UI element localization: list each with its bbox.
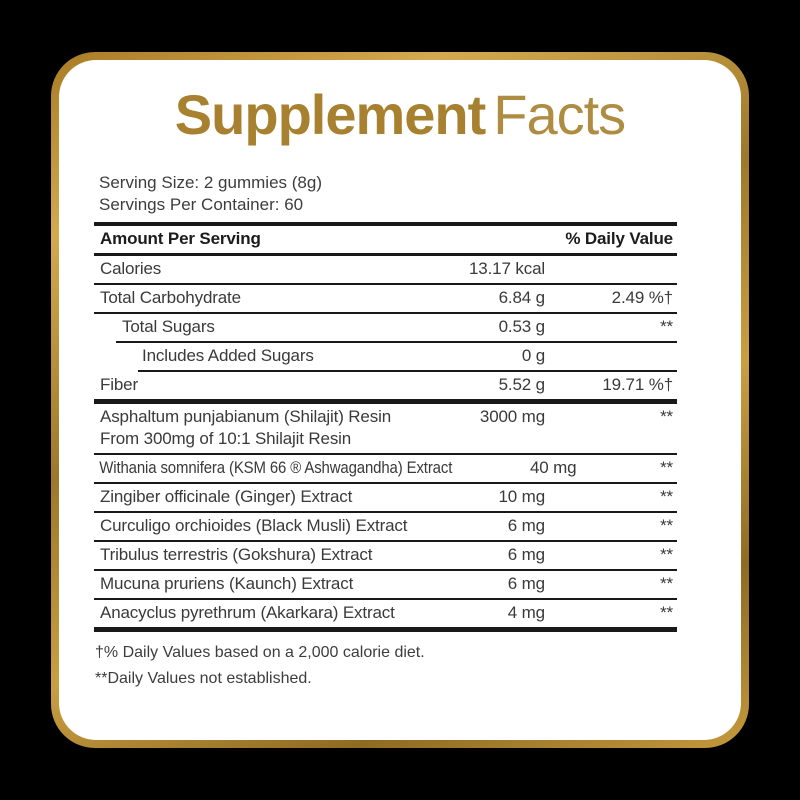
nutrient-dv: 2.49 %† [611,288,673,307]
ingredient-dv: ** [660,458,673,477]
ingredient-name-block [94,408,445,448]
ingredient-amount: 6 mg [507,545,545,564]
table-row-gokshura [94,542,677,569]
nutrient-dv: 19.71 %† [602,375,673,394]
ingredient-name: Withania somnifera (KSM 66 ® Ashwagandha) Extract [99,458,453,477]
ingredient-dv: ** [660,545,673,564]
footnotes [95,642,741,689]
ingredient-name: Tribulus terrestris (Gokshura) Extract [100,545,373,564]
ingredient-dv: ** [660,487,673,506]
table-row-ashwagandha [94,455,677,482]
ingredient-amount: 6 mg [507,516,545,535]
table-row-calories [94,256,677,283]
ingredient-name: Curculigo orchioides (Black Musli) Extract [100,516,408,535]
ingredient-name: Mucuna pruriens (Kaunch) Extract [100,574,354,593]
table-row-black-musli [94,513,677,540]
table-header-row [94,226,677,253]
nutrient-dv: ** [660,317,673,336]
table-row-total-carbohydrate [94,285,677,312]
title-word-supplement: Supplement [174,83,486,146]
table-row-added-sugars [94,343,677,370]
title-word-facts: Facts [493,83,626,146]
nutrient-name: Includes Added Sugars [142,346,314,365]
nutrient-amount: 13.17 kcal [469,259,545,278]
facts-table [94,222,677,632]
footnote-not-established: **Daily Values not established. [95,670,312,687]
supplement-facts-panel [59,60,741,740]
servings-per-container-text: Servings Per Container: 60 [99,195,304,214]
nutrient-name: Total Sugars [122,317,215,336]
table-row-kaunch [94,571,677,598]
ingredient-dv: ** [660,407,673,426]
table-bottom-rule [94,627,677,632]
nutrient-amount: 6.84 g [498,288,545,307]
table-row-shilajit [94,404,677,453]
ingredient-name: Asphaltum punjabianum (Shilajit) Resin [100,407,392,426]
ingredient-amount: 4 mg [507,603,545,622]
table-row-ginger [94,484,677,511]
serving-size-text: Serving Size: 2 gummies (8g) [99,173,322,192]
nutrient-name: Total Carbohydrate [100,288,241,307]
ingredient-name: Zingiber officinale (Ginger) Extract [100,487,353,506]
ingredient-dv: ** [660,516,673,535]
serving-info [99,172,741,216]
ingredient-amount: 3000 mg [479,407,545,426]
ingredient-amount: 10 mg [498,487,545,506]
nutrient-amount: 0 g [521,346,545,365]
nutrient-name: Calories [100,259,162,278]
ingredient-name: Anacyclus pyrethrum (Akarkara) Extract [100,603,395,622]
table-row-akarkara [94,600,677,627]
nutrient-amount: 0.53 g [498,317,545,336]
header-daily-value: % Daily Value [565,229,673,248]
table-row-fiber [94,372,677,399]
nutrient-amount: 5.52 g [498,375,545,394]
header-amount-per-serving: Amount Per Serving [100,229,261,248]
ingredient-subname: From 300mg of 10:1 Shilajit Resin [100,429,352,448]
ingredient-amount: 6 mg [507,574,545,593]
ingredient-amount: 40 mg [529,458,577,477]
page-title [59,83,741,146]
ingredient-dv: ** [660,574,673,593]
table-row-total-sugars [94,314,677,341]
nutrient-name: Fiber [100,375,138,394]
footnote-daily-value: †% Daily Values based on a 2,000 calorie diet. [95,644,425,661]
ingredient-dv: ** [660,603,673,622]
gold-frame [51,52,749,748]
